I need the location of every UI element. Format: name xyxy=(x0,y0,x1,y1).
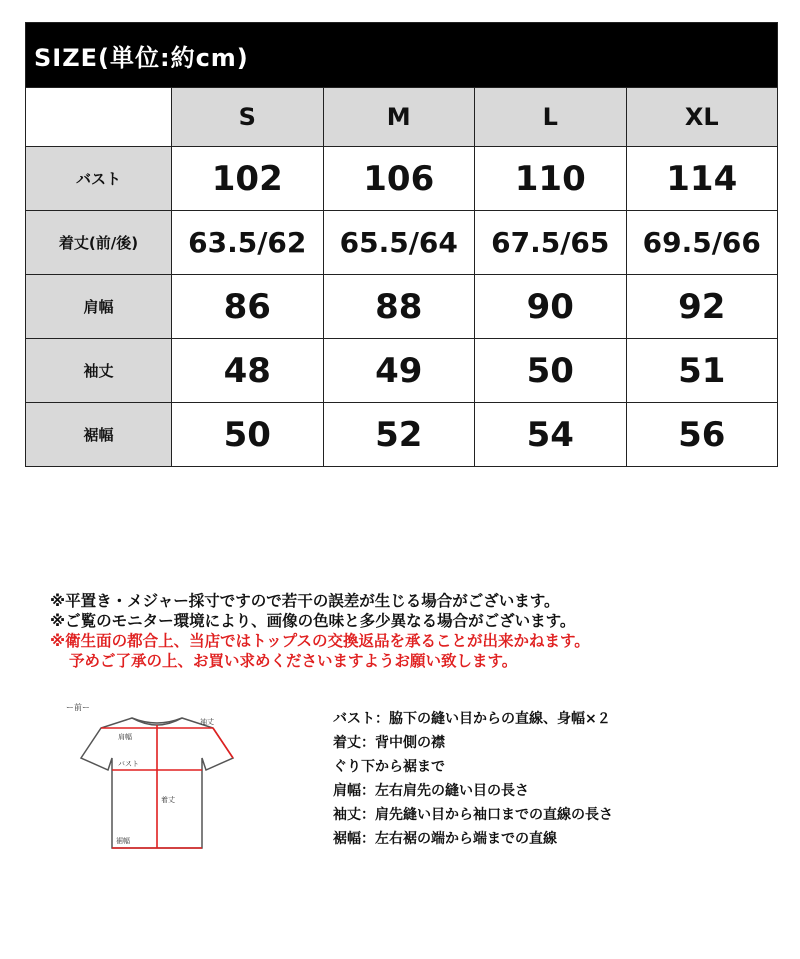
legend-shoulder: 肩幅：左右肩先の縫い目の長さ xyxy=(333,783,529,799)
row-label-shoulder: 肩幅 xyxy=(26,275,172,339)
legend-length: 着丈：背中側の襟 xyxy=(333,735,445,751)
hem-label: 裾幅 xyxy=(116,837,130,845)
cell-value: 48 xyxy=(172,339,324,403)
tshirt-icon xyxy=(60,698,250,863)
notes xyxy=(50,591,770,671)
length-label: 着丈 xyxy=(161,796,175,804)
table-row xyxy=(26,211,778,275)
cell-value: 54 xyxy=(475,403,627,467)
table-row xyxy=(26,275,778,339)
front-label: ー前ー xyxy=(66,703,90,712)
size-table xyxy=(25,22,778,467)
legend-sleeve: 袖丈：肩先縫い目から袖口までの直線の長さ xyxy=(333,807,613,823)
row-label-sleeve: 袖丈 xyxy=(26,339,172,403)
size-header-m: M xyxy=(323,88,475,147)
size-header-l: L xyxy=(475,88,627,147)
row-label-bust: バスト xyxy=(26,147,172,211)
note-measurement: ※平置き・メジャー採寸ですので若干の誤差が生じる場合がございます。 xyxy=(50,592,560,610)
measurement-legend xyxy=(333,707,613,851)
bust-label: バスト xyxy=(118,760,139,768)
corner-cell xyxy=(26,88,172,147)
size-header-xl: XL xyxy=(626,88,778,147)
tshirt-diagram xyxy=(60,698,250,863)
table-title: SIZE(単位:約cm) xyxy=(26,23,778,88)
table-row xyxy=(26,339,778,403)
row-label-length: 着丈(前/後) xyxy=(26,211,172,275)
size-header-row xyxy=(26,88,778,147)
cell-value: 102 xyxy=(172,147,324,211)
cell-value: 50 xyxy=(475,339,627,403)
row-label-hem: 裾幅 xyxy=(26,403,172,467)
cell-value: 65.5/64 xyxy=(323,211,475,275)
cell-value: 114 xyxy=(626,147,778,211)
cell-value: 110 xyxy=(475,147,627,211)
cell-value: 90 xyxy=(475,275,627,339)
sleeve-label: 袖丈 xyxy=(200,718,214,726)
cell-value: 88 xyxy=(323,275,475,339)
table-row xyxy=(26,403,778,467)
legend-length-cont: ぐり下から裾まで xyxy=(333,759,445,775)
cell-value: 49 xyxy=(323,339,475,403)
table-row xyxy=(26,147,778,211)
cell-value: 106 xyxy=(323,147,475,211)
note-monitor: ※ご覧のモニター環境により、画像の色味と多少異なる場合がございます。 xyxy=(50,612,576,630)
cell-value: 51 xyxy=(626,339,778,403)
sleeve-line xyxy=(213,728,233,758)
legend-bust: バスト：脇下の縫い目からの直線、身幅×２ xyxy=(333,711,611,727)
title-row xyxy=(26,23,778,88)
note-acknowledge: 予めご了承の上、お買い求めくださいますようお願い致します。 xyxy=(69,652,518,670)
cell-value: 56 xyxy=(626,403,778,467)
cell-value: 69.5/66 xyxy=(626,211,778,275)
size-header-s: S xyxy=(172,88,324,147)
cell-value: 52 xyxy=(323,403,475,467)
cell-value: 67.5/65 xyxy=(475,211,627,275)
shoulder-label: 肩幅 xyxy=(118,733,132,741)
cell-value: 50 xyxy=(172,403,324,467)
cell-value: 92 xyxy=(626,275,778,339)
cell-value: 86 xyxy=(172,275,324,339)
cell-value: 63.5/62 xyxy=(172,211,324,275)
note-no-return: ※衛生面の都合上、当店ではトップスの交換返品を承ることが出来かねます。 xyxy=(50,632,590,650)
legend-hem: 裾幅：左右裾の端から端までの直線 xyxy=(333,831,557,847)
